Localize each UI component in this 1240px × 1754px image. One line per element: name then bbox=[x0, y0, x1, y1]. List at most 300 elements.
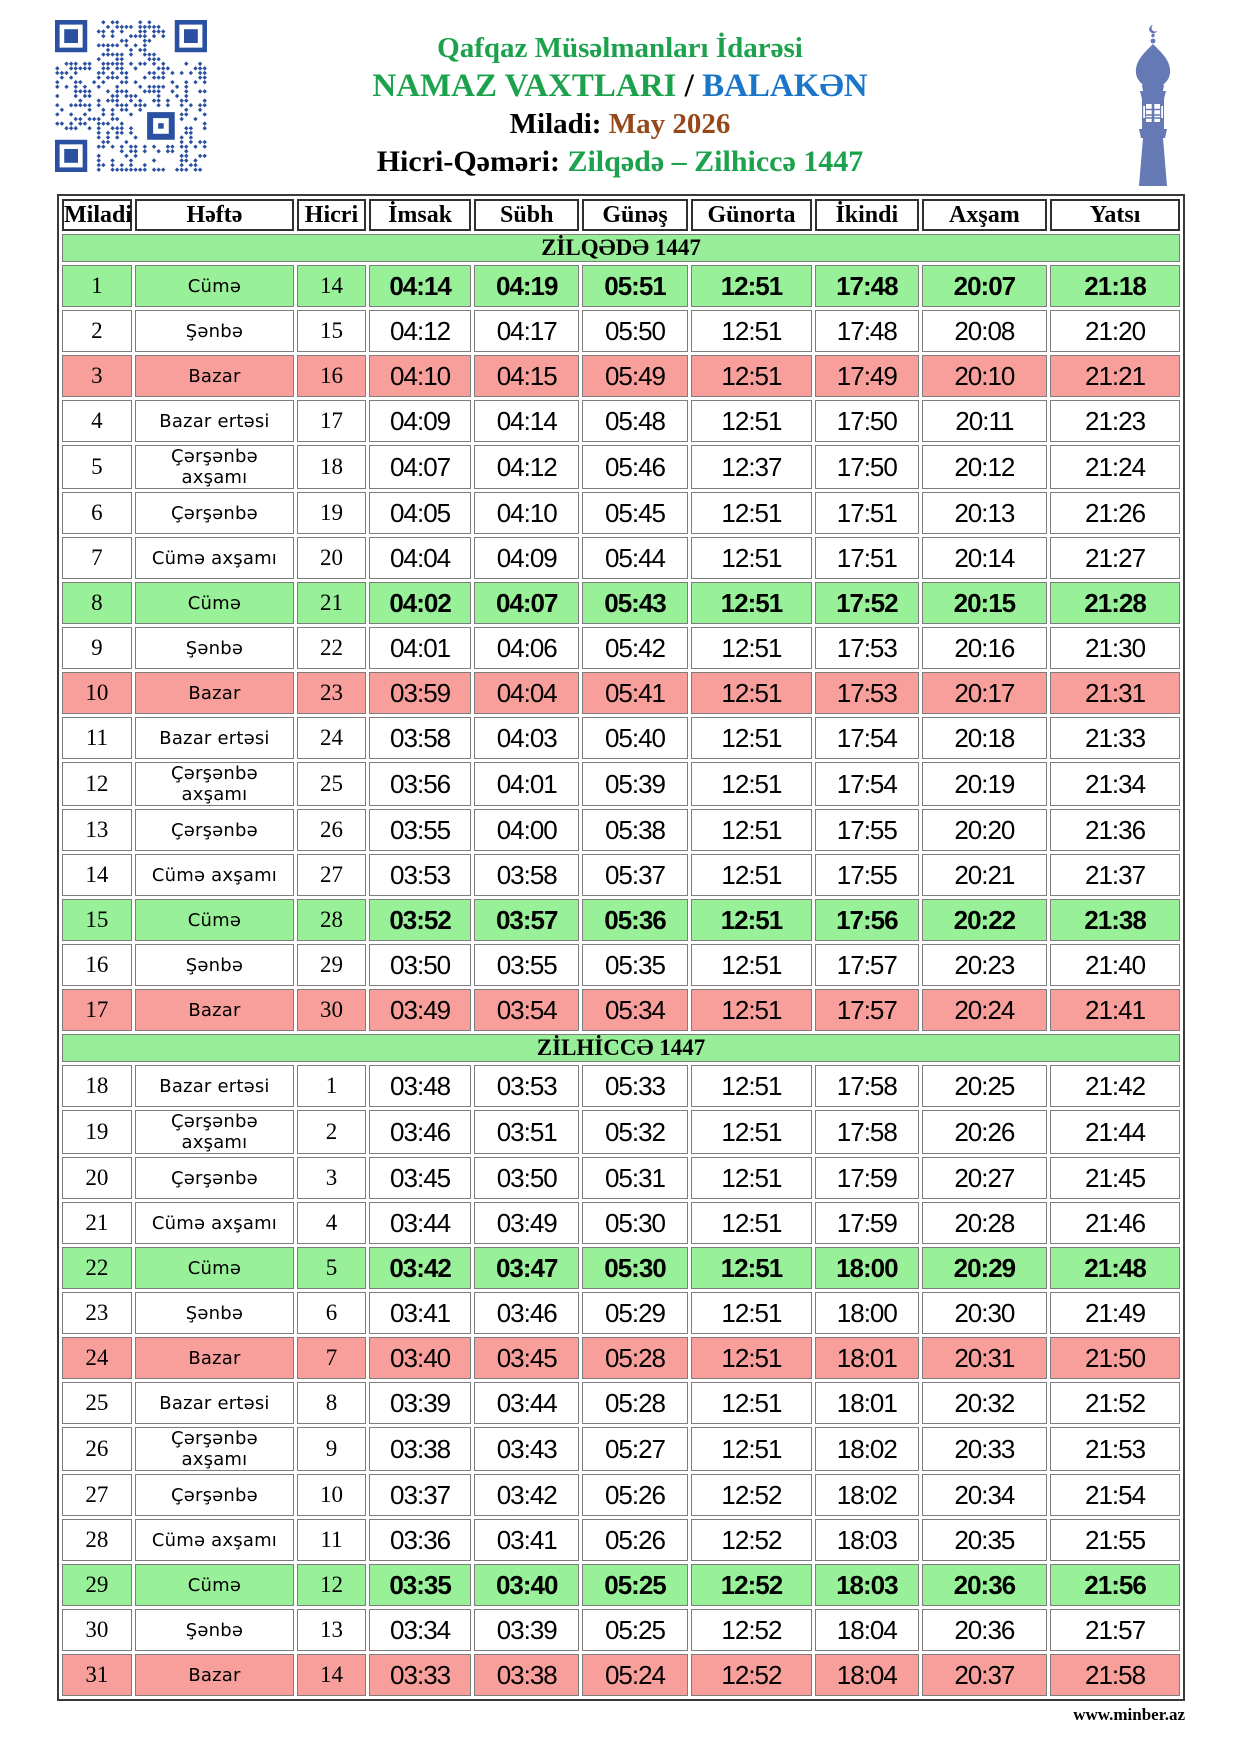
day-row bbox=[62, 1609, 1180, 1651]
gunorta-cell: 12:51 bbox=[691, 1292, 812, 1334]
axsam-cell: 20:23 bbox=[922, 944, 1047, 986]
gunorta-cell: 12:51 bbox=[691, 537, 812, 579]
ikindi-cell: 17:54 bbox=[815, 762, 919, 806]
axsam-cell: 20:25 bbox=[922, 1065, 1047, 1107]
miladi-cell: 26 bbox=[62, 1427, 132, 1471]
weekday-cell: Bazar bbox=[135, 1654, 294, 1696]
gunorta-cell: 12:52 bbox=[691, 1564, 812, 1606]
weekday-cell: Cümə axşamı bbox=[135, 854, 294, 896]
subh-cell: 03:49 bbox=[474, 1202, 579, 1244]
gunes-cell: 05:32 bbox=[582, 1110, 688, 1154]
yatsi-cell: 21:37 bbox=[1050, 854, 1180, 896]
gunorta-cell: 12:51 bbox=[691, 944, 812, 986]
yatsi-cell: 21:48 bbox=[1050, 1247, 1180, 1289]
hicri-cell: 11 bbox=[297, 1519, 366, 1561]
hicri-cell: 18 bbox=[297, 445, 366, 489]
axsam-cell: 20:18 bbox=[922, 717, 1047, 759]
miladi-label: Miladi: bbox=[509, 108, 609, 140]
subh-cell: 04:09 bbox=[474, 537, 579, 579]
miladi-date-line bbox=[160, 106, 1080, 143]
gunorta-cell: 12:52 bbox=[691, 1654, 812, 1696]
imsak-cell: 03:58 bbox=[369, 717, 472, 759]
weekday-cell: Bazar bbox=[135, 989, 294, 1031]
day-row bbox=[62, 1247, 1180, 1289]
weekday-cell: Çərşənbə axşamı bbox=[135, 1427, 294, 1471]
axsam-cell: 20:36 bbox=[922, 1609, 1047, 1651]
imsak-cell: 03:39 bbox=[369, 1382, 472, 1424]
gunes-cell: 05:48 bbox=[582, 400, 688, 442]
gunorta-cell: 12:51 bbox=[691, 717, 812, 759]
gunorta-cell: 12:51 bbox=[691, 1337, 812, 1379]
subh-cell: 04:06 bbox=[474, 627, 579, 669]
imsak-cell: 04:10 bbox=[369, 355, 472, 397]
gunes-cell: 05:29 bbox=[582, 1292, 688, 1334]
miladi-cell: 29 bbox=[62, 1564, 132, 1606]
gunorta-cell: 12:51 bbox=[691, 989, 812, 1031]
day-row bbox=[62, 1292, 1180, 1334]
yatsi-cell: 21:21 bbox=[1050, 355, 1180, 397]
gunes-cell: 05:40 bbox=[582, 717, 688, 759]
yatsi-cell: 21:23 bbox=[1050, 400, 1180, 442]
imsak-cell: 04:12 bbox=[369, 310, 472, 352]
yatsi-cell: 21:54 bbox=[1050, 1474, 1180, 1516]
imsak-cell: 03:45 bbox=[369, 1157, 472, 1199]
gunes-cell: 05:28 bbox=[582, 1337, 688, 1379]
axsam-cell: 20:37 bbox=[922, 1654, 1047, 1696]
month-section-row bbox=[62, 1034, 1180, 1062]
col-header-hicri: Hicri bbox=[297, 199, 366, 231]
day-row bbox=[62, 762, 1180, 806]
miladi-cell: 12 bbox=[62, 762, 132, 806]
miladi-cell: 2 bbox=[62, 310, 132, 352]
hicri-cell: 28 bbox=[297, 899, 366, 941]
hicri-cell: 9 bbox=[297, 1427, 366, 1471]
miladi-cell: 24 bbox=[62, 1337, 132, 1379]
hicri-cell: 19 bbox=[297, 492, 366, 534]
miladi-cell: 15 bbox=[62, 899, 132, 941]
subh-cell: 04:04 bbox=[474, 672, 579, 714]
miladi-cell: 23 bbox=[62, 1292, 132, 1334]
axsam-cell: 20:31 bbox=[922, 1337, 1047, 1379]
gunes-cell: 05:43 bbox=[582, 582, 688, 624]
gunorta-cell: 12:52 bbox=[691, 1519, 812, 1561]
gunorta-cell: 12:51 bbox=[691, 1247, 812, 1289]
yatsi-cell: 21:38 bbox=[1050, 899, 1180, 941]
hicri-cell: 12 bbox=[297, 1564, 366, 1606]
gunorta-cell: 12:51 bbox=[691, 1157, 812, 1199]
miladi-cell: 5 bbox=[62, 445, 132, 489]
axsam-cell: 20:15 bbox=[922, 582, 1047, 624]
day-row bbox=[62, 1337, 1180, 1379]
gunes-cell: 05:45 bbox=[582, 492, 688, 534]
hicri-cell: 6 bbox=[297, 1292, 366, 1334]
weekday-cell: Çərşənbə axşamı bbox=[135, 762, 294, 806]
gunorta-cell: 12:51 bbox=[691, 265, 812, 307]
hicri-cell: 1 bbox=[297, 1065, 366, 1107]
miladi-cell: 13 bbox=[62, 809, 132, 851]
subh-cell: 04:12 bbox=[474, 445, 579, 489]
axsam-cell: 20:21 bbox=[922, 854, 1047, 896]
imsak-cell: 03:35 bbox=[369, 1564, 472, 1606]
axsam-cell: 20:10 bbox=[922, 355, 1047, 397]
imsak-cell: 03:34 bbox=[369, 1609, 472, 1651]
subh-cell: 03:43 bbox=[474, 1427, 579, 1471]
subh-cell: 03:41 bbox=[474, 1519, 579, 1561]
gunes-cell: 05:50 bbox=[582, 310, 688, 352]
miladi-cell: 27 bbox=[62, 1474, 132, 1516]
weekday-cell: Cümə bbox=[135, 582, 294, 624]
miladi-cell: 9 bbox=[62, 627, 132, 669]
weekday-cell: Şənbə bbox=[135, 944, 294, 986]
gunes-cell: 05:28 bbox=[582, 1382, 688, 1424]
miladi-cell: 31 bbox=[62, 1654, 132, 1696]
page-title bbox=[160, 66, 1080, 106]
weekday-cell: Cümə axşamı bbox=[135, 1202, 294, 1244]
day-row bbox=[62, 1110, 1180, 1154]
weekday-cell: Şənbə bbox=[135, 1292, 294, 1334]
weekday-cell: Şənbə bbox=[135, 627, 294, 669]
hicri-cell: 14 bbox=[297, 265, 366, 307]
weekday-cell: Bazar ertəsi bbox=[135, 1382, 294, 1424]
ikindi-cell: 17:57 bbox=[815, 944, 919, 986]
miladi-cell: 17 bbox=[62, 989, 132, 1031]
hicri-cell: 10 bbox=[297, 1474, 366, 1516]
gunes-cell: 05:46 bbox=[582, 445, 688, 489]
miladi-cell: 3 bbox=[62, 355, 132, 397]
ikindi-cell: 17:50 bbox=[815, 400, 919, 442]
weekday-cell: Çərşənbə axşamı bbox=[135, 445, 294, 489]
axsam-cell: 20:16 bbox=[922, 627, 1047, 669]
ikindi-cell: 17:59 bbox=[815, 1157, 919, 1199]
imsak-cell: 03:55 bbox=[369, 809, 472, 851]
col-header-axsam: Axşam bbox=[922, 199, 1047, 231]
weekday-cell: Çərşənbə bbox=[135, 492, 294, 534]
axsam-cell: 20:08 bbox=[922, 310, 1047, 352]
miladi-cell: 6 bbox=[62, 492, 132, 534]
yatsi-cell: 21:31 bbox=[1050, 672, 1180, 714]
hicri-cell: 24 bbox=[297, 717, 366, 759]
gunes-cell: 05:30 bbox=[582, 1202, 688, 1244]
col-header-gunes: Günəş bbox=[582, 199, 688, 231]
weekday-cell: Bazar ertəsi bbox=[135, 400, 294, 442]
col-header-miladi: Miladi bbox=[62, 199, 132, 231]
subh-cell: 03:39 bbox=[474, 1609, 579, 1651]
yatsi-cell: 21:50 bbox=[1050, 1337, 1180, 1379]
weekday-cell: Cümə bbox=[135, 1247, 294, 1289]
gunorta-cell: 12:51 bbox=[691, 809, 812, 851]
hicri-cell: 16 bbox=[297, 355, 366, 397]
month-section-header: ZİLQƏDƏ 1447 bbox=[62, 234, 1180, 262]
ikindi-cell: 18:02 bbox=[815, 1427, 919, 1471]
page-header bbox=[160, 30, 1080, 181]
col-header-imsak: İmsak bbox=[369, 199, 472, 231]
weekday-cell: Şənbə bbox=[135, 1609, 294, 1651]
footer-website: www.minber.az bbox=[1073, 1705, 1185, 1724]
miladi-value: May 2026 bbox=[608, 108, 731, 140]
ikindi-cell: 18:02 bbox=[815, 1474, 919, 1516]
yatsi-cell: 21:45 bbox=[1050, 1157, 1180, 1199]
subh-cell: 04:03 bbox=[474, 717, 579, 759]
imsak-cell: 03:52 bbox=[369, 899, 472, 941]
prayer-times-table bbox=[57, 194, 1185, 1701]
ikindi-cell: 17:58 bbox=[815, 1110, 919, 1154]
gunes-cell: 05:34 bbox=[582, 989, 688, 1031]
imsak-cell: 03:48 bbox=[369, 1065, 472, 1107]
organization-name: Qafqaz Müsəlmanları İdarəsi bbox=[437, 32, 803, 64]
gunes-cell: 05:30 bbox=[582, 1247, 688, 1289]
axsam-cell: 20:29 bbox=[922, 1247, 1047, 1289]
gunes-cell: 05:44 bbox=[582, 537, 688, 579]
weekday-cell: Cümə bbox=[135, 1564, 294, 1606]
axsam-cell: 20:07 bbox=[922, 265, 1047, 307]
yatsi-cell: 21:34 bbox=[1050, 762, 1180, 806]
hicri-cell: 20 bbox=[297, 537, 366, 579]
subh-cell: 03:53 bbox=[474, 1065, 579, 1107]
miladi-cell: 22 bbox=[62, 1247, 132, 1289]
axsam-cell: 20:30 bbox=[922, 1292, 1047, 1334]
ikindi-cell: 18:04 bbox=[815, 1609, 919, 1651]
yatsi-cell: 21:36 bbox=[1050, 809, 1180, 851]
imsak-cell: 03:36 bbox=[369, 1519, 472, 1561]
ikindi-cell: 18:03 bbox=[815, 1564, 919, 1606]
gunorta-cell: 12:51 bbox=[691, 355, 812, 397]
weekday-cell: Çərşənbə bbox=[135, 1157, 294, 1199]
miladi-cell: 21 bbox=[62, 1202, 132, 1244]
gunorta-cell: 12:52 bbox=[691, 1609, 812, 1651]
col-header-gunorta: Günorta bbox=[691, 199, 812, 231]
yatsi-cell: 21:28 bbox=[1050, 582, 1180, 624]
miladi-cell: 10 bbox=[62, 672, 132, 714]
ikindi-cell: 17:55 bbox=[815, 809, 919, 851]
imsak-cell: 03:53 bbox=[369, 854, 472, 896]
subh-cell: 03:38 bbox=[474, 1654, 579, 1696]
ikindi-cell: 17:58 bbox=[815, 1065, 919, 1107]
ikindi-cell: 17:49 bbox=[815, 355, 919, 397]
hicri-cell: 13 bbox=[297, 1609, 366, 1651]
ikindi-cell: 17:48 bbox=[815, 265, 919, 307]
weekday-cell: Cümə axşamı bbox=[135, 537, 294, 579]
subh-cell: 03:46 bbox=[474, 1292, 579, 1334]
subh-cell: 04:07 bbox=[474, 582, 579, 624]
col-header-hefte: Həftə bbox=[135, 199, 294, 231]
ikindi-cell: 17:50 bbox=[815, 445, 919, 489]
gunes-cell: 05:35 bbox=[582, 944, 688, 986]
city-name: BALAKƏN bbox=[702, 68, 868, 104]
yatsi-cell: 21:52 bbox=[1050, 1382, 1180, 1424]
minaret-icon bbox=[1118, 24, 1188, 186]
yatsi-cell: 21:42 bbox=[1050, 1065, 1180, 1107]
day-row bbox=[62, 582, 1180, 624]
hicri-value: Zilqədə – Zilhiccə 1447 bbox=[567, 145, 864, 178]
imsak-cell: 04:07 bbox=[369, 445, 472, 489]
axsam-cell: 20:12 bbox=[922, 445, 1047, 489]
miladi-cell: 18 bbox=[62, 1065, 132, 1107]
subh-cell: 03:55 bbox=[474, 944, 579, 986]
yatsi-cell: 21:40 bbox=[1050, 944, 1180, 986]
axsam-cell: 20:19 bbox=[922, 762, 1047, 806]
weekday-cell: Cümə bbox=[135, 265, 294, 307]
gunes-cell: 05:26 bbox=[582, 1519, 688, 1561]
gunorta-cell: 12:51 bbox=[691, 310, 812, 352]
title-separator: / bbox=[676, 68, 703, 104]
yatsi-cell: 21:55 bbox=[1050, 1519, 1180, 1561]
ikindi-cell: 18:01 bbox=[815, 1337, 919, 1379]
gunes-cell: 05:42 bbox=[582, 627, 688, 669]
weekday-cell: Cümə axşamı bbox=[135, 1519, 294, 1561]
imsak-cell: 03:38 bbox=[369, 1427, 472, 1471]
yatsi-cell: 21:41 bbox=[1050, 989, 1180, 1031]
axsam-cell: 20:34 bbox=[922, 1474, 1047, 1516]
axsam-cell: 20:35 bbox=[922, 1519, 1047, 1561]
hicri-cell: 23 bbox=[297, 672, 366, 714]
ikindi-cell: 18:00 bbox=[815, 1292, 919, 1334]
ikindi-cell: 18:01 bbox=[815, 1382, 919, 1424]
axsam-cell: 20:24 bbox=[922, 989, 1047, 1031]
day-row bbox=[62, 989, 1180, 1031]
gunorta-cell: 12:51 bbox=[691, 1065, 812, 1107]
weekday-cell: Çərşənbə axşamı bbox=[135, 1110, 294, 1154]
imsak-cell: 04:04 bbox=[369, 537, 472, 579]
ikindi-cell: 17:59 bbox=[815, 1202, 919, 1244]
axsam-cell: 20:33 bbox=[922, 1427, 1047, 1471]
gunes-cell: 05:38 bbox=[582, 809, 688, 851]
miladi-cell: 4 bbox=[62, 400, 132, 442]
yatsi-cell: 21:24 bbox=[1050, 445, 1180, 489]
day-row bbox=[62, 492, 1180, 534]
yatsi-cell: 21:57 bbox=[1050, 1609, 1180, 1651]
day-row bbox=[62, 899, 1180, 941]
month-section-header: ZİLHİCCƏ 1447 bbox=[62, 1034, 1180, 1062]
ikindi-cell: 17:54 bbox=[815, 717, 919, 759]
ikindi-cell: 17:56 bbox=[815, 899, 919, 941]
day-row bbox=[62, 1564, 1180, 1606]
miladi-cell: 11 bbox=[62, 717, 132, 759]
hicri-cell: 26 bbox=[297, 809, 366, 851]
hicri-cell: 7 bbox=[297, 1337, 366, 1379]
weekday-cell: Bazar bbox=[135, 1337, 294, 1379]
gunorta-cell: 12:51 bbox=[691, 854, 812, 896]
miladi-cell: 8 bbox=[62, 582, 132, 624]
gunes-cell: 05:39 bbox=[582, 762, 688, 806]
gunorta-cell: 12:52 bbox=[691, 1474, 812, 1516]
subh-cell: 03:58 bbox=[474, 854, 579, 896]
imsak-cell: 03:59 bbox=[369, 672, 472, 714]
gunorta-cell: 12:51 bbox=[691, 1382, 812, 1424]
yatsi-cell: 21:27 bbox=[1050, 537, 1180, 579]
imsak-cell: 03:49 bbox=[369, 989, 472, 1031]
imsak-cell: 04:09 bbox=[369, 400, 472, 442]
axsam-cell: 20:36 bbox=[922, 1564, 1047, 1606]
hicri-cell: 17 bbox=[297, 400, 366, 442]
subh-cell: 03:57 bbox=[474, 899, 579, 941]
day-row bbox=[62, 1202, 1180, 1244]
day-row bbox=[62, 1519, 1180, 1561]
day-row bbox=[62, 1427, 1180, 1471]
col-header-yatsi: Yatsı bbox=[1050, 199, 1180, 231]
subh-cell: 03:47 bbox=[474, 1247, 579, 1289]
subh-cell: 04:15 bbox=[474, 355, 579, 397]
yatsi-cell: 21:18 bbox=[1050, 265, 1180, 307]
axsam-cell: 20:26 bbox=[922, 1110, 1047, 1154]
gunorta-cell: 12:51 bbox=[691, 627, 812, 669]
subh-cell: 04:10 bbox=[474, 492, 579, 534]
ikindi-cell: 17:57 bbox=[815, 989, 919, 1031]
col-header-ikindi: İkindi bbox=[815, 199, 919, 231]
day-row bbox=[62, 1382, 1180, 1424]
ikindi-cell: 17:53 bbox=[815, 672, 919, 714]
hicri-cell: 14 bbox=[297, 1654, 366, 1696]
day-row bbox=[62, 944, 1180, 986]
yatsi-cell: 21:44 bbox=[1050, 1110, 1180, 1154]
hicri-cell: 30 bbox=[297, 989, 366, 1031]
column-header-row bbox=[62, 199, 1180, 231]
gunes-cell: 05:25 bbox=[582, 1564, 688, 1606]
imsak-cell: 03:44 bbox=[369, 1202, 472, 1244]
axsam-cell: 20:17 bbox=[922, 672, 1047, 714]
hicri-cell: 15 bbox=[297, 310, 366, 352]
day-row bbox=[62, 672, 1180, 714]
col-header-subh: Sübh bbox=[474, 199, 579, 231]
subh-cell: 03:54 bbox=[474, 989, 579, 1031]
gunorta-cell: 12:51 bbox=[691, 400, 812, 442]
yatsi-cell: 21:49 bbox=[1050, 1292, 1180, 1334]
weekday-cell: Şənbə bbox=[135, 310, 294, 352]
day-row bbox=[62, 310, 1180, 352]
day-row bbox=[62, 627, 1180, 669]
day-row bbox=[62, 1654, 1180, 1696]
gunorta-cell: 12:51 bbox=[691, 899, 812, 941]
yatsi-cell: 21:46 bbox=[1050, 1202, 1180, 1244]
ikindi-cell: 18:00 bbox=[815, 1247, 919, 1289]
gunes-cell: 05:49 bbox=[582, 355, 688, 397]
subh-cell: 03:42 bbox=[474, 1474, 579, 1516]
hicri-cell: 29 bbox=[297, 944, 366, 986]
subh-cell: 04:17 bbox=[474, 310, 579, 352]
miladi-cell: 1 bbox=[62, 265, 132, 307]
gunorta-cell: 12:51 bbox=[691, 1110, 812, 1154]
weekday-cell: Bazar ertəsi bbox=[135, 1065, 294, 1107]
imsak-cell: 03:33 bbox=[369, 1654, 472, 1696]
gunes-cell: 05:51 bbox=[582, 265, 688, 307]
weekday-cell: Çərşənbə bbox=[135, 809, 294, 851]
miladi-cell: 16 bbox=[62, 944, 132, 986]
day-row bbox=[62, 400, 1180, 442]
gunorta-cell: 12:37 bbox=[691, 445, 812, 489]
day-row bbox=[62, 265, 1180, 307]
ikindi-cell: 18:03 bbox=[815, 1519, 919, 1561]
day-row bbox=[62, 537, 1180, 579]
hicri-cell: 5 bbox=[297, 1247, 366, 1289]
hicri-cell: 2 bbox=[297, 1110, 366, 1154]
month-section-row bbox=[62, 234, 1180, 262]
gunes-cell: 05:41 bbox=[582, 672, 688, 714]
miladi-cell: 7 bbox=[62, 537, 132, 579]
imsak-cell: 04:01 bbox=[369, 627, 472, 669]
day-row bbox=[62, 1474, 1180, 1516]
subh-cell: 03:51 bbox=[474, 1110, 579, 1154]
gunes-cell: 05:27 bbox=[582, 1427, 688, 1471]
ikindi-cell: 17:51 bbox=[815, 492, 919, 534]
day-row bbox=[62, 717, 1180, 759]
ikindi-cell: 17:48 bbox=[815, 310, 919, 352]
gunes-cell: 05:31 bbox=[582, 1157, 688, 1199]
gunes-cell: 05:37 bbox=[582, 854, 688, 896]
hicri-cell: 8 bbox=[297, 1382, 366, 1424]
gunes-cell: 05:24 bbox=[582, 1654, 688, 1696]
subh-cell: 04:01 bbox=[474, 762, 579, 806]
gunorta-cell: 12:51 bbox=[691, 1427, 812, 1471]
miladi-cell: 30 bbox=[62, 1609, 132, 1651]
